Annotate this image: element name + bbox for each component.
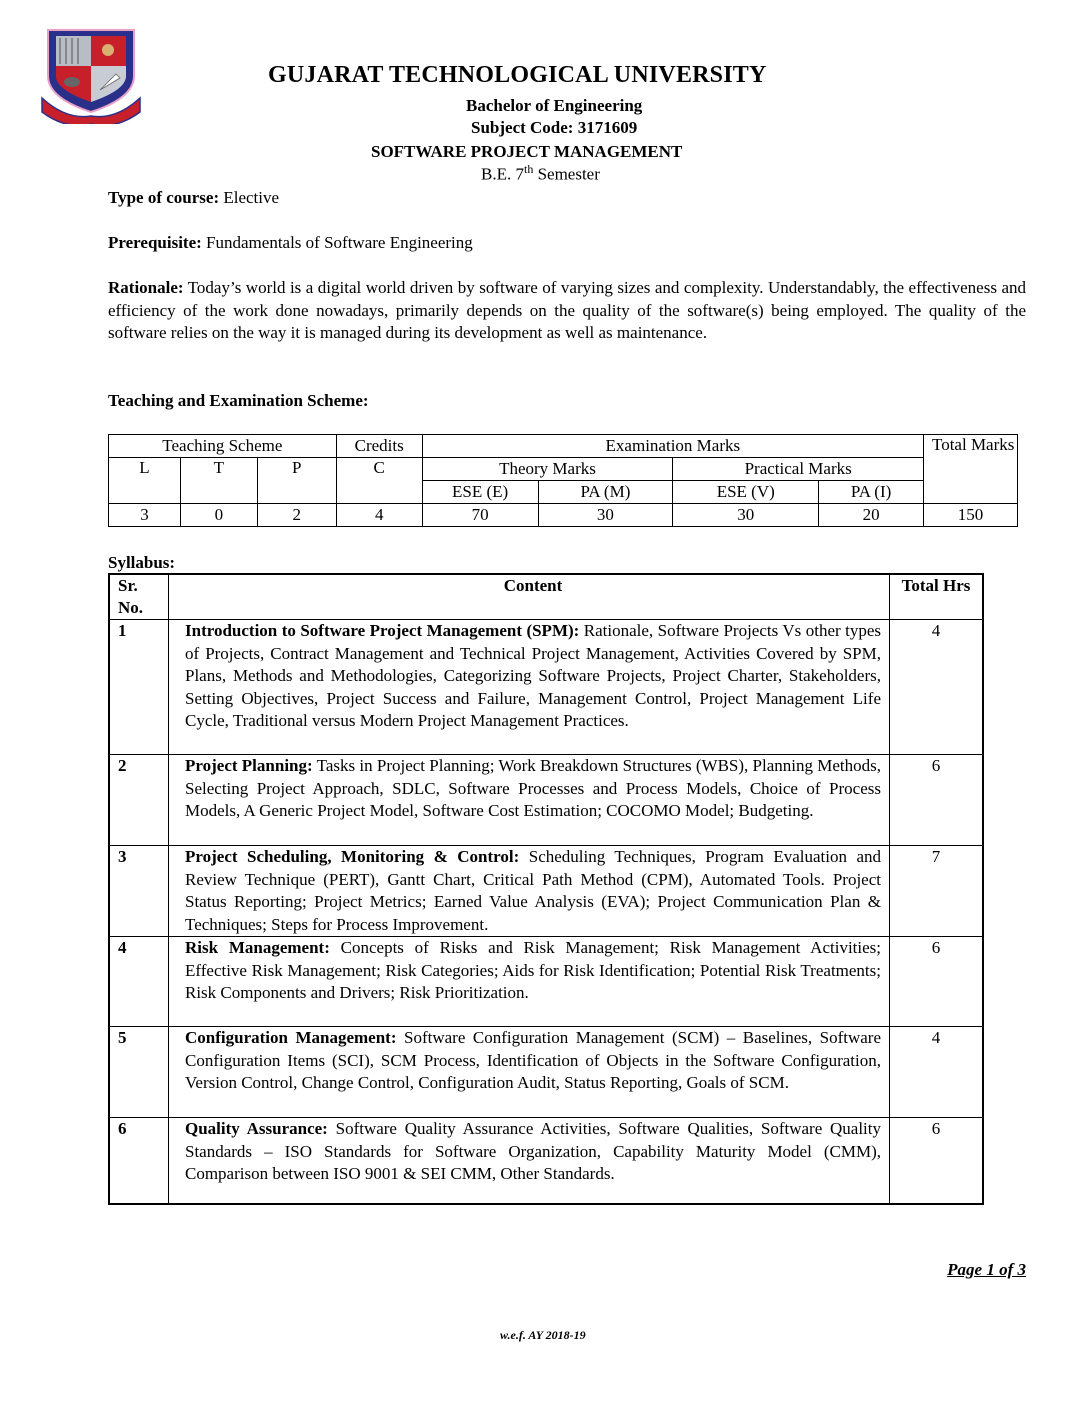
pa-i-value: 20 — [819, 504, 924, 527]
subject-name: SOFTWARE PROJECT MANAGEMENT — [371, 142, 683, 161]
university-logo-icon — [36, 24, 146, 124]
practical-marks-header: Practical Marks — [673, 458, 924, 481]
l-value: 3 — [109, 504, 181, 527]
table-row: 1 Introduction to Software Project Management (SPM): Rationale, Software Projects Vs other types of Projects, Contract Management and Technical Project Management, Activities Covered by SPM, Plans, Methods and Methodologies, Categorizing Software Projects, Project Charter, Stakeholders, Setting Objectives, Project Success and Failure, Management Control, Project Management Life Cycle, Traditional versus Modern Project Management Practices. 4 — [109, 620, 983, 755]
total-marks-header: Total Marks — [924, 435, 1018, 504]
scheme-title: Teaching and Examination Scheme: — [108, 391, 369, 410]
t-header: T — [180, 458, 257, 504]
total-value: 150 — [924, 504, 1018, 527]
degree-name: Bachelor of Engineering — [466, 96, 643, 115]
exam-marks-header: Examination Marks — [422, 435, 923, 458]
pa-m-value: 30 — [538, 504, 673, 527]
c-value: 4 — [336, 504, 422, 527]
syllabus-title: Syllabus: — [108, 553, 176, 572]
t-value: 0 — [180, 504, 257, 527]
prerequisite: Prerequisite: Fundamentals of Software Engineering — [108, 233, 473, 252]
subject-code: Subject Code: 3171609 — [471, 118, 638, 137]
table-row: 5 Configuration Management: Software Configuration Management (SCM) – Baselines, Software Configuration Items (SCI), SCM Process, Identification of Objects in the Software Configuration, Version Control, Change Control, Configuration Audit, Status Reporting, Goals of SCM. 4 — [109, 1027, 983, 1118]
wef-note: w.e.f. AY 2018-19 — [500, 1328, 586, 1342]
pa-i-header: PA (I) — [819, 481, 924, 504]
p-header: P — [257, 458, 336, 504]
semester: B.E. 7th Semester — [481, 162, 600, 184]
content-header: Content — [169, 574, 890, 620]
university-name: GUJARAT TECHNOLOGICAL UNIVERSITY — [268, 62, 767, 88]
course-type: Type of course: Elective — [108, 188, 280, 207]
total-hrs-header: Total Hrs — [890, 574, 984, 620]
syllabus-table — [108, 573, 984, 1205]
c-header: C — [336, 458, 422, 504]
ese-e-header: ESE (E) — [422, 481, 538, 504]
table-row: 3 Project Scheduling, Monitoring & Control: Scheduling Techniques, Program Evaluation and Review Technique (PERT), Gantt Chart, Critical Path Method (CPM), Automated Tools. Project Status Reporting; Project Metrics; Earned Value Analysis (EVA); Project Communication Plan & Techniques; Steps for Process Improvement. 7 — [109, 846, 983, 937]
credits-header: Credits — [336, 435, 422, 458]
rationale: Rationale: Today’s world is a digital world driven by software of varying sizes and complexity. Understandably, the effectiveness and efficiency of the work done nowadays, primarily depends on the quality of the software(s) being employed. The quality of the software relies on the way it is managed during its development as well as maintenance. — [108, 278, 1026, 342]
page-number: Page 1 of 3 — [947, 1260, 1026, 1279]
ese-v-header: ESE (V) — [673, 481, 819, 504]
table-row: 2 Project Planning: Tasks in Project Planning; Work Breakdown Structures (WBS), Planning Methods, Selecting Project Approach, SDLC, Software Processes and Process Models, Choice of Process Models, A Generic Project Model, Software Cost Estimation; COCOMO Model; Budgeting. 6 — [109, 755, 983, 846]
ese-v-value: 30 — [673, 504, 819, 527]
pa-m-header: PA (M) — [538, 481, 673, 504]
teaching-examination-scheme-table — [108, 434, 1018, 527]
teaching-scheme-header: Teaching Scheme — [109, 435, 337, 458]
l-header: L — [109, 458, 181, 504]
table-row: 6 Quality Assurance: Software Quality Assurance Activities, Software Qualities, Software Quality Standards – ISO Standards for Software Organization, Capability Maturity Model (CMM), Comparison between ISO 9001 & SEI CMM, Other Standards. 6 — [109, 1118, 983, 1204]
table-row: 4 Risk Management: Concepts of Risks and Risk Management; Risk Management Activities; Effective Risk Management; Risk Categories; Aids for Risk Identification; Potential Risk Treatments; Risk Components and Drivers; Risk Prioritization. 6 — [109, 937, 983, 1027]
sr-no-header: Sr. No. — [109, 574, 169, 620]
p-value: 2 — [257, 504, 336, 527]
theory-marks-header: Theory Marks — [422, 458, 673, 481]
ese-e-value: 70 — [422, 504, 538, 527]
